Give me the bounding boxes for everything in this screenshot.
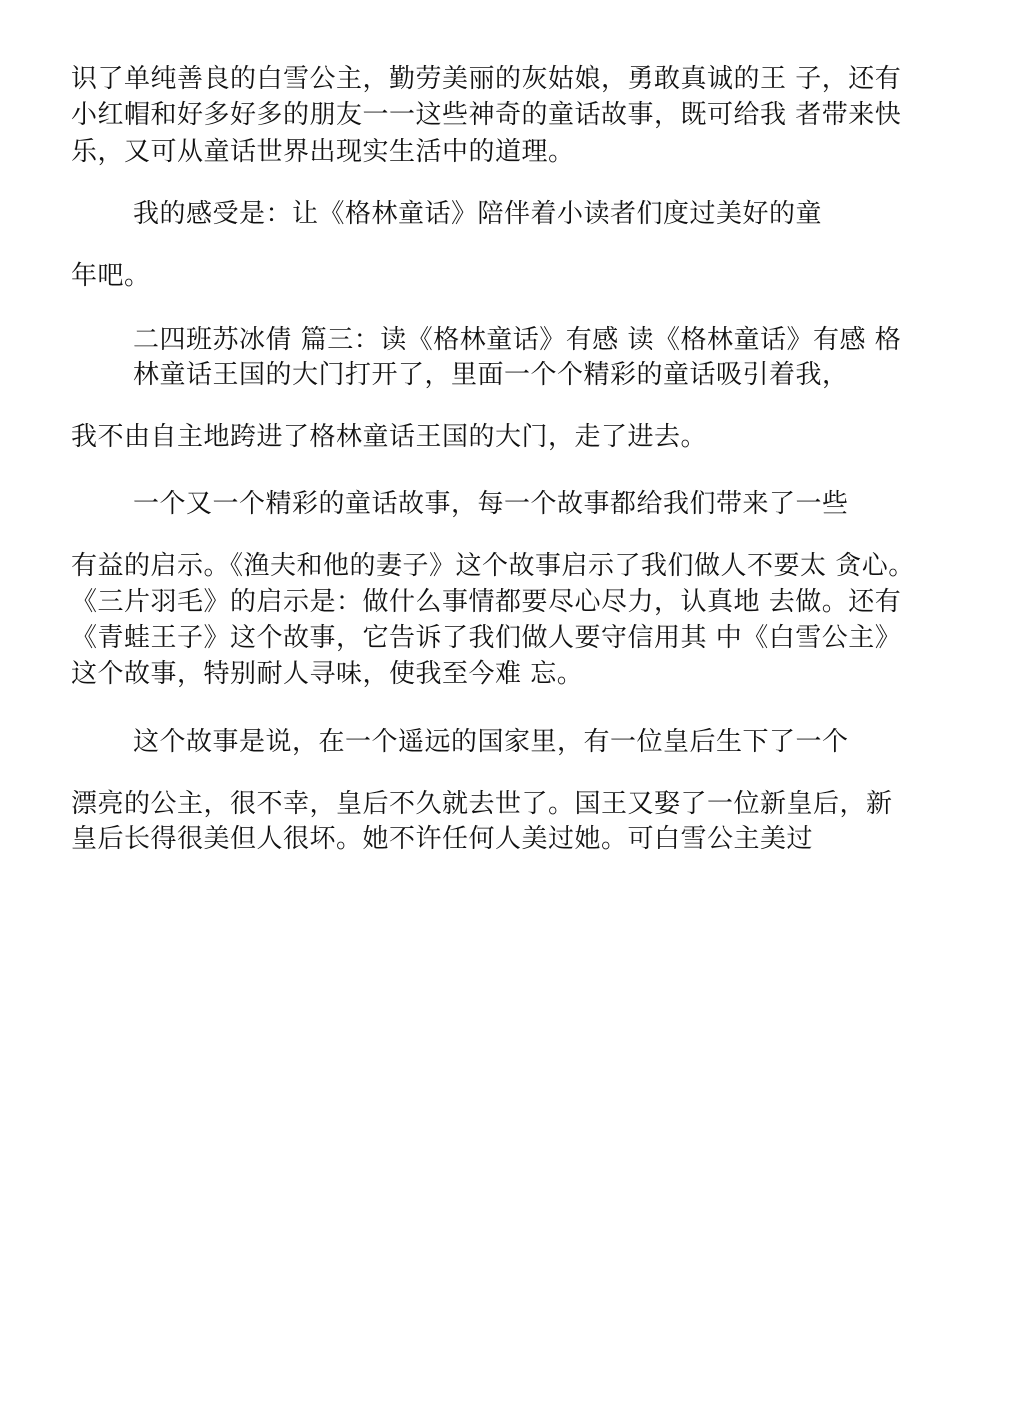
text-line: 年吧。 — [71, 261, 151, 291]
text-line: 皇后长得很美但人很坏。她不许任何人美过她。可白雪公主美过 — [71, 824, 814, 854]
paragraph-start: 二四班苏冰倩 篇三：读《格林童话》有感 读《格林童话》有感 格 — [133, 325, 902, 355]
text-line: 林童话王国的大门打开了，里面一个个精彩的童话吸引着我， — [133, 360, 849, 390]
text-line: 识了单纯善良的白雪公主，勤劳美丽的灰姑娘，勇敢真诚的王 子，还有 — [71, 64, 902, 94]
paragraph-start: 这个故事是说，在一个遥远的国家里，有一位皇后生下了一个 — [133, 727, 849, 757]
text-line: 《三片羽毛》的启示是：做什么事情都要尽心尽力，认真地 去做。还有 — [71, 587, 902, 617]
text-line: 有益的启示。《渔夫和他的妻子》这个故事启示了我们做人不要太 贪心。 — [71, 551, 915, 581]
text-line: 我不由自主地跨进了格林童话王国的大门，走了进去。 — [71, 422, 708, 452]
text-line: 漂亮的公主，很不幸，皇后不久就去世了。国王又娶了一位新皇后，新 — [71, 789, 893, 819]
text-line: 《青蛙王子》这个故事，它告诉了我们做人要守信用其 中《白雪公主》 — [71, 623, 902, 653]
paragraph-start: 我的感受是：让《格林童话》陪伴着小读者们度过美好的童 — [133, 199, 823, 229]
text-line: 乐，又可从童话世界出现实生活中的道理。 — [71, 137, 575, 167]
paragraph-start: 一个又一个精彩的童话故事，每一个故事都给我们带来了一些 — [133, 489, 849, 519]
text-line: 这个故事，特别耐人寻味，使我至今难 忘。 — [71, 659, 584, 689]
text-line: 小红帽和好多好多的朋友一一这些神奇的童话故事，既可给我 者带来快 — [71, 100, 902, 130]
